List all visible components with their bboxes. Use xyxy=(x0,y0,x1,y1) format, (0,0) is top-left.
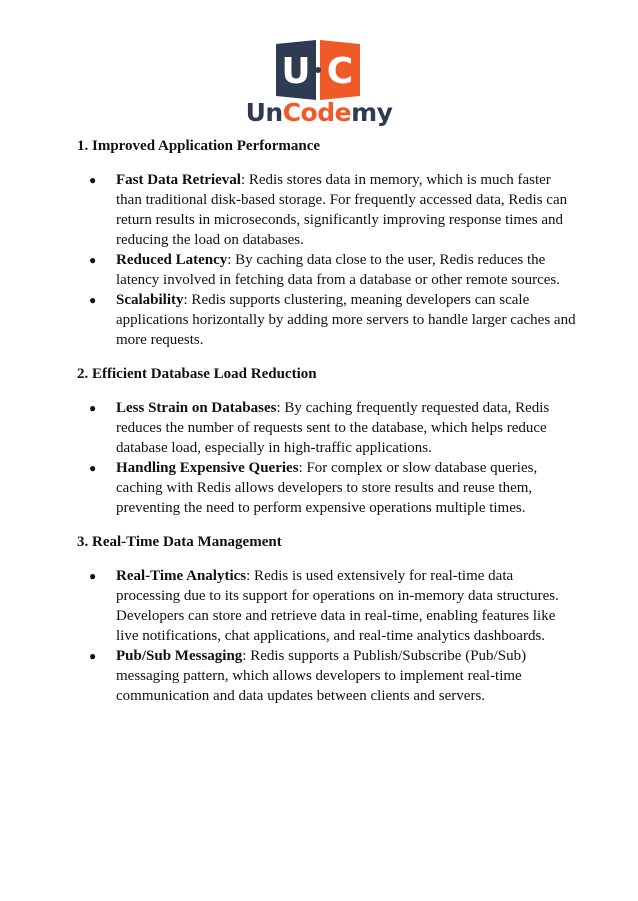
logo-wordmark-part1: Un xyxy=(245,98,283,127)
logo-wordmark-part3: my xyxy=(351,98,393,127)
bullet-text: : Redis supports a Publish/Subscribe (Pub/Sub) messaging pattern, which allows developers to implement real-time communication and data updates between clients and servers. xyxy=(116,648,527,704)
bullet-item xyxy=(77,646,577,706)
section-heading: 2. Efficient Database Load Reduction xyxy=(77,366,317,382)
bullet-item xyxy=(77,566,577,646)
bullet-item xyxy=(77,250,577,290)
document-body xyxy=(77,134,577,706)
bullet-item xyxy=(77,290,577,350)
logo-mark xyxy=(276,40,360,100)
bullet-dot-icon: ● xyxy=(89,173,97,187)
bullet-dot-icon: ● xyxy=(89,293,97,307)
bullet-list xyxy=(77,566,577,706)
logo-wordmark xyxy=(0,98,638,128)
bullet-dot-icon: ● xyxy=(89,401,97,415)
bullet-title: Fast Data Retrieval xyxy=(116,172,241,188)
section-heading: 1. Improved Application Performance xyxy=(77,138,321,154)
logo-center-dot xyxy=(315,67,321,73)
bullet-title: Handling Expensive Queries xyxy=(116,460,299,476)
bullet-text: : Redis is used extensively for real-time data processing due to its support for operations on in-memory data structures. Developers can store and retrieve data in real-time, enabling features like live notifications, chat applications, and real-time analytics dashboards. xyxy=(116,568,559,644)
bullet-text: : Redis supports clustering, meaning developers can scale applications horizontally by adding more servers to handle larger caches and more requests. xyxy=(116,292,576,348)
logo-wordmark-part2: Code xyxy=(282,98,352,127)
bullet-title: Real-Time Analytics xyxy=(116,568,247,584)
logo-mark-right-letter: C xyxy=(326,51,354,92)
bullet-dot-icon: ● xyxy=(89,253,97,267)
uncodemy-logo xyxy=(0,40,638,132)
bullet-title: Scalability xyxy=(116,292,184,308)
logo-mark-graphic xyxy=(276,40,360,100)
bullet-title: Less Strain on Databases xyxy=(116,400,277,416)
bullet-text: : By caching frequently requested data, Redis reduces the number of requests sent to the database, which helps reduce database load, especially in high-traffic applications. xyxy=(116,400,550,456)
bullet-title: Pub/Sub Messaging xyxy=(116,648,243,664)
bullet-item xyxy=(77,170,577,250)
section-real-time-data xyxy=(77,532,577,706)
bullet-text: : Redis stores data in memory, which is much faster than traditional disk-based storage. For frequently accessed data, Redis can return results in microseconds, significantly improving response times and reducing the load on databases. xyxy=(116,172,568,248)
bullet-dot-icon: ● xyxy=(89,649,97,663)
bullet-item xyxy=(77,458,577,518)
bullet-dot-icon: ● xyxy=(89,461,97,475)
bullet-item xyxy=(77,398,577,458)
bullet-text: : For complex or slow database queries, caching with Redis allows developers to store results and reuse them, preventing the need to perform expensive operations multiple times. xyxy=(116,460,538,516)
bullet-dot-icon: ● xyxy=(89,569,97,583)
section-database-load-reduction xyxy=(77,364,577,518)
section-heading: 3. Real-Time Data Management xyxy=(77,534,282,550)
bullet-list xyxy=(77,398,577,518)
logo-mark-left-letter: U xyxy=(281,51,311,92)
bullet-text: : By caching data close to the user, Redis reduces the latency involved in fetching data from a database or other remote sources. xyxy=(116,252,560,288)
bullet-list xyxy=(77,170,577,350)
bullet-title: Reduced Latency xyxy=(116,252,228,268)
section-improved-performance xyxy=(77,136,577,350)
